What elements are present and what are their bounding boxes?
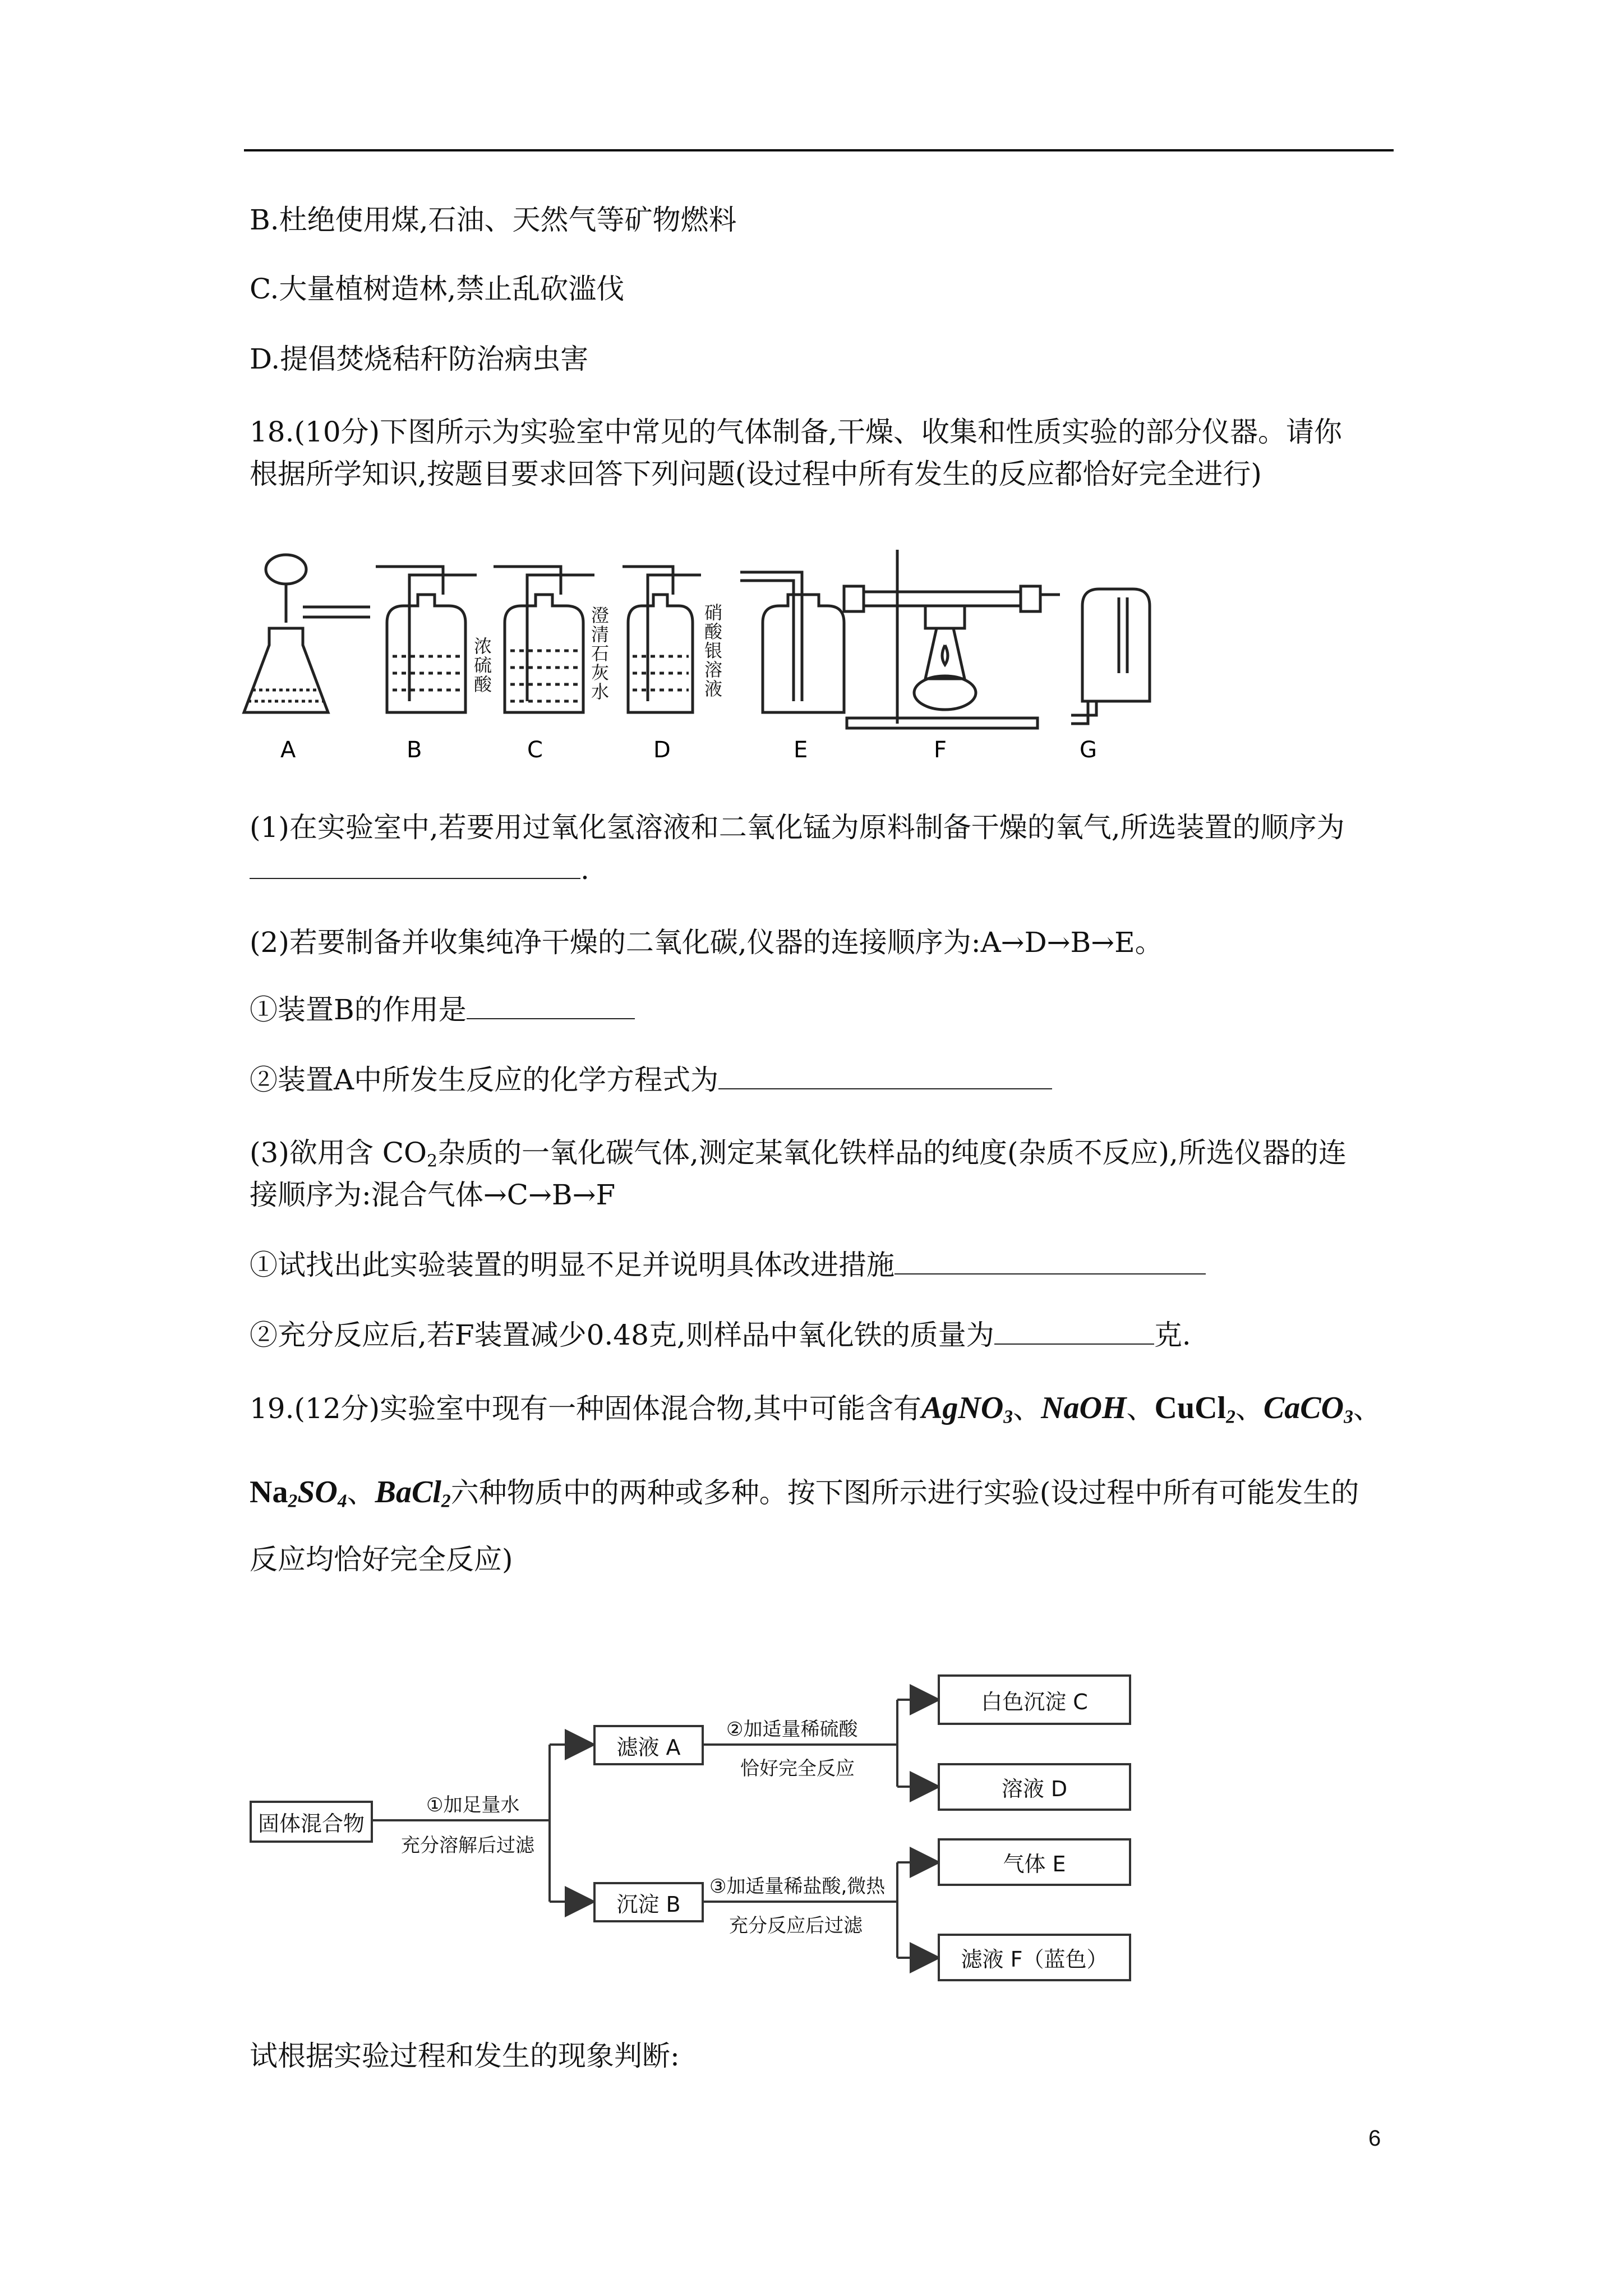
q18-part3-2-post: 克. (1154, 1319, 1191, 1351)
formula-caco3: CaCO$_3$ (1263, 1391, 1353, 1428)
flow-start-box: 固体混合物 (250, 1801, 373, 1843)
formula-naoh: NaOH (1041, 1391, 1127, 1425)
q18-part1-line1: (1)在实验室中,若要用过氧化氢溶液和二氧化锰为原料制备干燥的氧气,所选装置的顺序为 (250, 811, 1345, 844)
q18-part2-1-text: ①装置B的作用是 (250, 993, 467, 1026)
bottle-c-label: 澄清石灰水 (591, 605, 609, 702)
q18-part3-sub: 2 (426, 1151, 438, 1171)
flow-solution-d-box: 溶液 D (938, 1763, 1131, 1811)
formula-cucl2: CuCl$_2$ (1154, 1391, 1235, 1428)
q18-part3-post: 杂质的一氧化碳气体,测定某氧化铁样品的纯度(杂质不反应),所选仪器的连 (437, 1137, 1347, 1169)
q19-intro-mid: 六种物质中的两种或多种。按下图所示进行实验(设过程中所有可能发生的 (450, 1476, 1359, 1509)
apparatus-label-c: C (527, 737, 543, 763)
flow-step3-bottom: 充分反应后过滤 (729, 1915, 863, 1937)
q18-intro-line2: 根据所学知识,按题目要求回答下列问题(设过程中所有发生的反应都恰好完全进行) (250, 458, 1262, 490)
flow-step2-top: ②加适量稀硫酸 (726, 1718, 858, 1741)
apparatus-label-b: B (407, 737, 422, 763)
q18-part1-end: . (580, 853, 589, 886)
flow-filtrate-f-box: 滤液 F（蓝色） (938, 1934, 1131, 1981)
q18-part2-2-text: ②装置A中所发生反应的化学方程式为 (250, 1064, 719, 1096)
bottle-b-label: 浓硫酸 (473, 636, 492, 695)
option-c: C.大量植树造林,禁止乱砍滥伐 (250, 273, 625, 305)
flow-step3-top: ③加适量稀盐酸,微热 (709, 1875, 886, 1898)
q18-part3-pre: (3)欲用含 CO (250, 1137, 427, 1169)
q18-part3-2-pre: ②充分反应后,若F装置减少0.48克,则样品中氧化铁的质量为 (250, 1319, 994, 1351)
flow-white-precipitate-c-box: 白色沉淀 C (938, 1674, 1131, 1725)
q18-part3-1-text: ①试找出此实验装置的明显不足并说明具体改进措施 (250, 1249, 895, 1281)
option-b: B.杜绝使用煤,石油、天然气等矿物燃料 (250, 204, 737, 236)
apparatus-label-e: E (794, 737, 808, 763)
flow-filtrate-a-box: 滤液 A (593, 1725, 704, 1765)
flow-precipitate-b-box: 沉淀 B (593, 1882, 704, 1922)
formula-agno3: AgNO$_3$ (921, 1391, 1013, 1428)
q19-intro-line3: 反应均恰好完全反应) (250, 1543, 513, 1576)
page-number: 6 (1368, 2126, 1381, 2151)
flow-step1-top: ①加足量水 (426, 1794, 520, 1816)
bottle-d-label: 硝酸银溶液 (704, 602, 722, 700)
apparatus-label-f: F (934, 737, 947, 763)
apparatus-label-g: G (1080, 737, 1097, 763)
formula-bacl2: BaCl$_2$ (375, 1475, 451, 1512)
q18-intro-line1: 18.(10分)下图所示为实验室中常见的气体制备,干燥、收集和性质实验的部分仪器。请你 (250, 416, 1343, 448)
q19-intro-line2: $Na_2SO_4$、BaCl$_2$六种物质中的两种或多种。按下图所示进行实验(设过程中所有可能发生的 (250, 1475, 1359, 1512)
apparatus-label-d: D (653, 737, 671, 763)
q19-intro-line1: 19.(12分)实验室中现有一种固体混合物,其中可能含有AgNO$_3$、NaOH、CuCl$_2$、CaCO$_3$、 (250, 1391, 1381, 1428)
apparatus-label-a: A (280, 737, 296, 763)
formula-na2so4: $Na_2SO_4$ (250, 1475, 347, 1512)
q19-intro-pre: 19.(12分)实验室中现有一种固体混合物,其中可能含有 (250, 1392, 922, 1425)
q19-after-text: 试根据实验过程和发生的现象判断: (250, 2040, 680, 2072)
q18-part3-line2: 接顺序为:混合气体→C→B→F (250, 1179, 616, 1211)
option-d: D.提倡焚烧秸秆防治病虫害 (250, 343, 589, 375)
flow-step1-bottom: 充分溶解后过滤 (401, 1834, 534, 1857)
flow-gas-e-box: 气体 E (938, 1838, 1131, 1886)
flow-step2-bottom: 恰好完全反应 (740, 1757, 855, 1780)
q18-part2: (2)若要制备并收集纯净干燥的二氧化碳,仪器的连接顺序为:A→D→B→E。 (250, 926, 1163, 959)
